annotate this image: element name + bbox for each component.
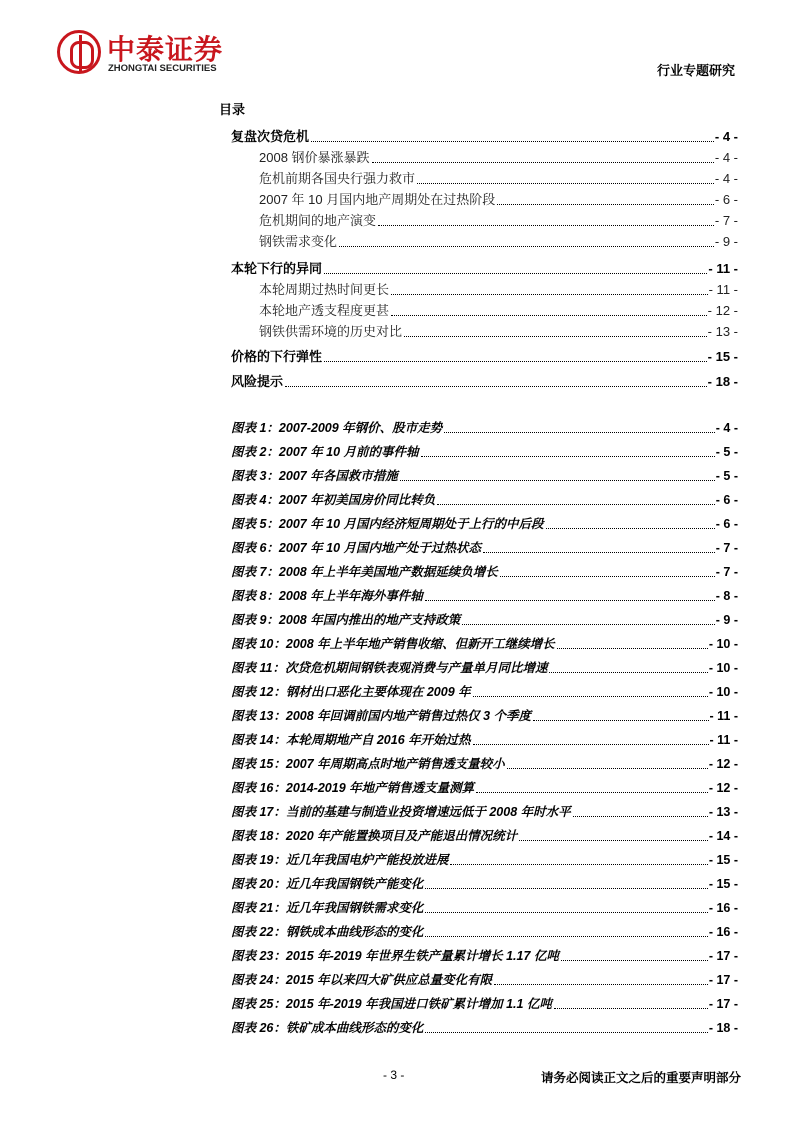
entry-label: 图表 1：2007-2009 年钢价、股市走势	[231, 421, 443, 435]
toc-subsection-item[interactable]	[259, 323, 738, 341]
dot-leader	[311, 141, 714, 142]
entry-page-number: - 15 -	[708, 853, 738, 867]
logo-emblem-icon	[57, 30, 101, 74]
entry-label: 图表 22：钢铁成本曲线形态的变化	[231, 925, 424, 939]
entry-page-number: - 7 -	[714, 213, 738, 228]
entry-label: 复盘次贷危机	[231, 129, 310, 144]
figure-list-item[interactable]	[231, 731, 738, 749]
figure-list-item[interactable]	[231, 587, 738, 605]
toc-title: 目录	[219, 102, 246, 117]
figure-list-item[interactable]	[231, 995, 738, 1013]
dot-leader	[372, 162, 714, 163]
entry-label: 图表 24：2015 年以来四大矿供应总量变化有限	[231, 973, 493, 987]
logo-name-en: ZHONGTAI SECURITIES	[108, 63, 217, 74]
figure-list-item[interactable]	[231, 971, 738, 989]
dot-leader	[425, 888, 707, 889]
dot-leader	[519, 840, 708, 841]
entry-page-number: - 15 -	[708, 877, 738, 891]
entry-page-number: - 4 -	[714, 129, 738, 144]
entry-label: 图表 11：次贷危机期间钢铁表观消费与产量单月同比增速	[231, 661, 548, 675]
dot-leader	[324, 361, 707, 362]
dot-leader	[339, 246, 714, 247]
dot-leader	[473, 744, 709, 745]
dot-leader	[533, 720, 708, 721]
entry-label: 图表 12：钢材出口恶化主要体现在 2009 年	[231, 685, 471, 699]
entry-label: 图表 23：2015 年-2019 年世界生铁产量累计增长 1.17 亿吨	[231, 949, 559, 963]
entry-page-number: - 9 -	[714, 234, 738, 249]
entry-page-number: - 4 -	[715, 421, 738, 435]
toc-section-item[interactable]	[231, 348, 738, 366]
toc-subsection-item[interactable]	[259, 233, 738, 251]
dot-leader	[378, 225, 714, 226]
entry-page-number: - 16 -	[708, 925, 738, 939]
figure-list-item[interactable]	[231, 851, 738, 869]
dot-leader	[473, 696, 708, 697]
entry-label: 图表 20：近几年我国钢铁产能变化	[231, 877, 424, 891]
toc-subsection-item[interactable]	[259, 281, 738, 299]
entry-page-number: - 11 -	[708, 261, 738, 276]
footer-disclaimer: 请务必阅读正文之后的重要声明部分	[540, 1071, 741, 1085]
toc-subsection-item[interactable]	[259, 212, 738, 230]
entry-label: 图表 15：2007 年周期高点时地产销售透支量较小	[231, 757, 505, 771]
entry-label: 图表 5：2007 年 10 月国内经济短周期处于上行的中后段	[231, 517, 544, 531]
entry-page-number: - 7 -	[715, 565, 738, 579]
figure-list-item[interactable]	[231, 923, 738, 941]
dot-leader	[476, 792, 708, 793]
dot-leader	[391, 294, 708, 295]
page-number: - 3 -	[383, 1068, 405, 1082]
entry-label: 2007 年 10 月国内地产周期处在过热阶段	[259, 192, 496, 207]
entry-label: 图表 6：2007 年 10 月国内地产处于过热状态	[231, 541, 482, 555]
entry-label: 图表 26：铁矿成本曲线形态的变化	[231, 1021, 424, 1035]
dot-leader	[494, 984, 708, 985]
entry-label: 图表 18：2020 年产能置换项目及产能退出情况统计	[231, 829, 518, 843]
figure-list-item[interactable]	[231, 419, 738, 437]
dot-leader	[507, 768, 708, 769]
dot-leader	[404, 336, 707, 337]
entry-page-number: - 6 -	[715, 517, 738, 531]
entry-page-number: - 5 -	[715, 469, 738, 483]
entry-page-number: - 10 -	[708, 637, 738, 651]
entry-page-number: - 10 -	[708, 661, 738, 675]
entry-page-number: - 13 -	[707, 324, 738, 339]
dot-leader	[500, 576, 715, 577]
figure-list-item[interactable]	[231, 827, 738, 845]
logo-name-cn: 中泰证券	[107, 34, 224, 65]
entry-label: 图表 8：2008 年上半年海外事件轴	[231, 589, 423, 603]
entry-page-number: - 10 -	[708, 685, 738, 699]
entry-page-number: - 13 -	[708, 805, 738, 819]
toc-subsection-item[interactable]	[259, 170, 738, 188]
dot-leader	[417, 183, 714, 184]
figure-list-item[interactable]	[231, 539, 738, 557]
figure-list-item[interactable]	[231, 779, 738, 797]
dot-leader	[400, 480, 715, 481]
dot-leader	[557, 648, 708, 649]
toc-section-item[interactable]	[231, 373, 738, 391]
toc-section-item[interactable]	[231, 260, 738, 278]
entry-label: 图表 25：2015 年-2019 年我国进口铁矿累计增加 1.1 亿吨	[231, 997, 552, 1011]
entry-page-number: - 18 -	[707, 374, 738, 389]
dot-leader	[437, 504, 715, 505]
entry-label: 图表 9：2008 年国内推出的地产支持政策	[231, 613, 461, 627]
entry-label: 图表 4：2007 年初美国房价同比转负	[231, 493, 436, 507]
entry-label: 本轮地产透支程度更甚	[259, 303, 390, 318]
entry-label: 价格的下行弹性	[231, 349, 323, 364]
figure-list-item[interactable]	[231, 803, 738, 821]
entry-label: 图表 10：2008 年上半年地产销售收缩、但新开工继续增长	[231, 637, 555, 651]
entry-page-number: - 12 -	[708, 757, 738, 771]
entry-page-number: - 15 -	[707, 349, 738, 364]
entry-page-number: - 11 -	[708, 282, 738, 297]
entry-page-number: - 11 -	[709, 733, 738, 747]
document-type: 行业专题研究	[656, 63, 735, 78]
entry-page-number: - 8 -	[715, 589, 738, 603]
dot-leader	[285, 386, 707, 387]
dot-leader	[546, 528, 715, 529]
dot-leader	[425, 936, 707, 937]
entry-page-number: - 12 -	[708, 781, 738, 795]
dot-leader	[391, 315, 707, 316]
figure-list-item[interactable]	[231, 635, 738, 653]
entry-page-number: - 11 -	[709, 709, 738, 723]
figure-list-item[interactable]	[231, 1019, 738, 1037]
entry-label: 风险提示	[231, 374, 284, 389]
figure-list-item[interactable]	[231, 683, 738, 701]
figure-list-item[interactable]	[231, 563, 738, 581]
entry-label: 图表 14：本轮周期地产自 2016 年开始过热	[231, 733, 471, 747]
entry-page-number: - 9 -	[715, 613, 738, 627]
entry-label: 本轮周期过热时间更长	[259, 282, 390, 297]
dot-leader	[549, 672, 707, 673]
entry-page-number: - 17 -	[708, 997, 738, 1011]
dot-leader	[561, 960, 708, 961]
entry-page-number: - 17 -	[708, 973, 738, 987]
figure-list-item[interactable]	[231, 899, 738, 917]
entry-label: 本轮下行的异同	[231, 261, 323, 276]
entry-label: 图表 16：2014-2019 年地产销售透支量测算	[231, 781, 475, 795]
entry-page-number: - 18 -	[708, 1021, 738, 1035]
entry-label: 危机前期各国央行强力救市	[259, 171, 416, 186]
entry-page-number: - 16 -	[708, 901, 738, 915]
toc-subsection-item[interactable]	[259, 149, 738, 167]
company-logo	[57, 30, 237, 76]
figure-list-item[interactable]	[231, 467, 738, 485]
entry-label: 钢铁需求变化	[259, 234, 338, 249]
figure-list-item[interactable]	[231, 611, 738, 629]
figure-list-item[interactable]	[231, 755, 738, 773]
entry-page-number: - 12 -	[707, 303, 738, 318]
toc-subsection-item[interactable]	[259, 302, 738, 320]
figure-list-item[interactable]	[231, 515, 738, 533]
entry-page-number: - 14 -	[708, 829, 738, 843]
entry-label: 图表 21：近几年我国钢铁需求变化	[231, 901, 424, 915]
dot-leader	[425, 1032, 707, 1033]
dot-leader	[462, 624, 715, 625]
dot-leader	[497, 204, 714, 205]
entry-label: 2008 钢价暴涨暴跌	[259, 150, 370, 165]
figure-list-item[interactable]	[231, 659, 738, 677]
entry-label: 图表 2：2007 年 10 月前的事件轴	[231, 445, 419, 459]
figure-list-item[interactable]	[231, 875, 738, 893]
entry-page-number: - 4 -	[714, 150, 738, 165]
entry-label: 图表 13：2008 年回调前国内地产销售过热仅 3 个季度	[231, 709, 532, 723]
dot-leader	[425, 600, 715, 601]
dot-leader	[483, 552, 715, 553]
entry-label: 图表 7：2008 年上半年美国地产数据延续负增长	[231, 565, 498, 579]
dot-leader	[421, 456, 715, 457]
figure-list-item[interactable]	[231, 947, 738, 965]
dot-leader	[324, 273, 707, 274]
entry-label: 图表 19：近几年我国电炉产能投放进展	[231, 853, 449, 867]
entry-label: 图表 17：当前的基建与制造业投资增速远低于 2008 年时水平	[231, 805, 571, 819]
entry-page-number: - 17 -	[708, 949, 738, 963]
entry-label: 危机期间的地产演变	[259, 213, 377, 228]
dot-leader	[554, 1008, 708, 1009]
figure-list-item[interactable]	[231, 443, 738, 461]
figure-list-item[interactable]	[231, 491, 738, 509]
entry-page-number: - 6 -	[714, 192, 738, 207]
entry-label: 图表 3：2007 年各国救市措施	[231, 469, 398, 483]
toc-subsection-item[interactable]	[259, 191, 738, 209]
entry-page-number: - 5 -	[715, 445, 738, 459]
dot-leader	[450, 864, 707, 865]
figure-list-item[interactable]	[231, 707, 738, 725]
dot-leader	[573, 816, 708, 817]
dot-leader	[425, 912, 707, 913]
entry-label: 钢铁供需环境的历史对比	[259, 324, 403, 339]
entry-page-number: - 6 -	[715, 493, 738, 507]
dot-leader	[444, 432, 715, 433]
entry-page-number: - 7 -	[715, 541, 738, 555]
toc-section-item[interactable]	[231, 128, 738, 146]
entry-page-number: - 4 -	[714, 171, 738, 186]
